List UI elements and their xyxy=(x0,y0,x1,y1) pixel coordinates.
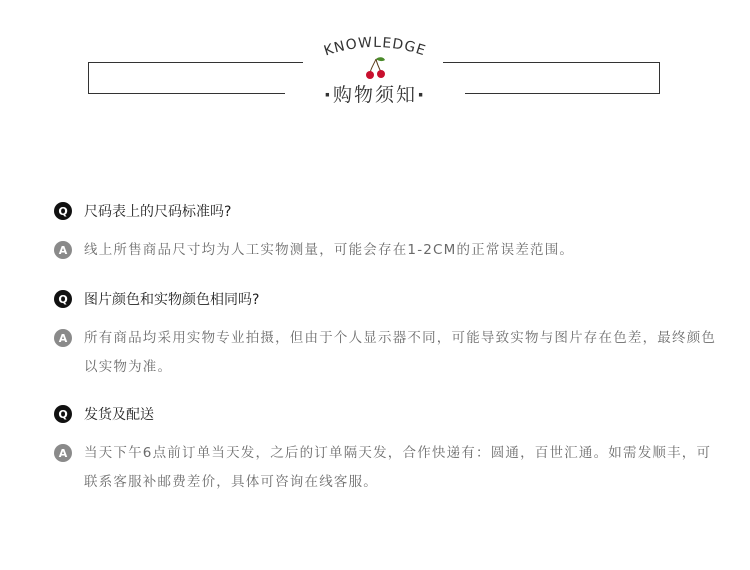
question-badge-icon: Q xyxy=(54,405,72,423)
question-badge-icon: Q xyxy=(54,290,72,308)
faq-answer xyxy=(54,238,724,265)
faq-answer xyxy=(54,326,724,382)
question-text: 发货及配送 xyxy=(84,407,154,423)
page-title xyxy=(300,80,450,107)
question-text: 尺码表上的尺码标准吗? xyxy=(84,204,232,220)
section-header xyxy=(0,0,750,130)
title-dot-left: · xyxy=(323,84,333,106)
title-dot-right: · xyxy=(417,84,427,106)
answer-text: 线上所售商品尺寸均为人工实物测量，可能会存在1-2CM的正常误差范围。 xyxy=(84,242,575,258)
faq-question xyxy=(54,290,724,310)
answer-text: 当天下午6点前订单当天发，之后的订单隔天发，合作快递有：圆通，百世汇通。如需发顺丰，可联系客服补邮费差价，具体可咨询在线客服。 xyxy=(84,445,712,490)
answer-badge-icon: A xyxy=(54,329,72,347)
faq-item xyxy=(54,202,724,265)
faq-item xyxy=(54,405,724,497)
cherry-icon xyxy=(362,56,390,82)
answer-badge-icon: A xyxy=(54,241,72,259)
faq-question xyxy=(54,202,724,222)
answer-text: 所有商品均采用实物专业拍摄，但由于个人显示器不同，可能导致实物与图片存在色差，最终颜色以实物为准。 xyxy=(84,330,717,375)
arc-label: KNOWLEDGE xyxy=(322,34,428,60)
faq-question xyxy=(54,405,724,425)
answer-badge-icon: A xyxy=(54,444,72,462)
faq-answer xyxy=(54,441,724,497)
question-text: 图片颜色和实物颜色相同吗? xyxy=(84,292,260,308)
faq-item xyxy=(54,290,724,382)
question-badge-icon: Q xyxy=(54,202,72,220)
title-text: 购物须知 xyxy=(332,84,417,106)
